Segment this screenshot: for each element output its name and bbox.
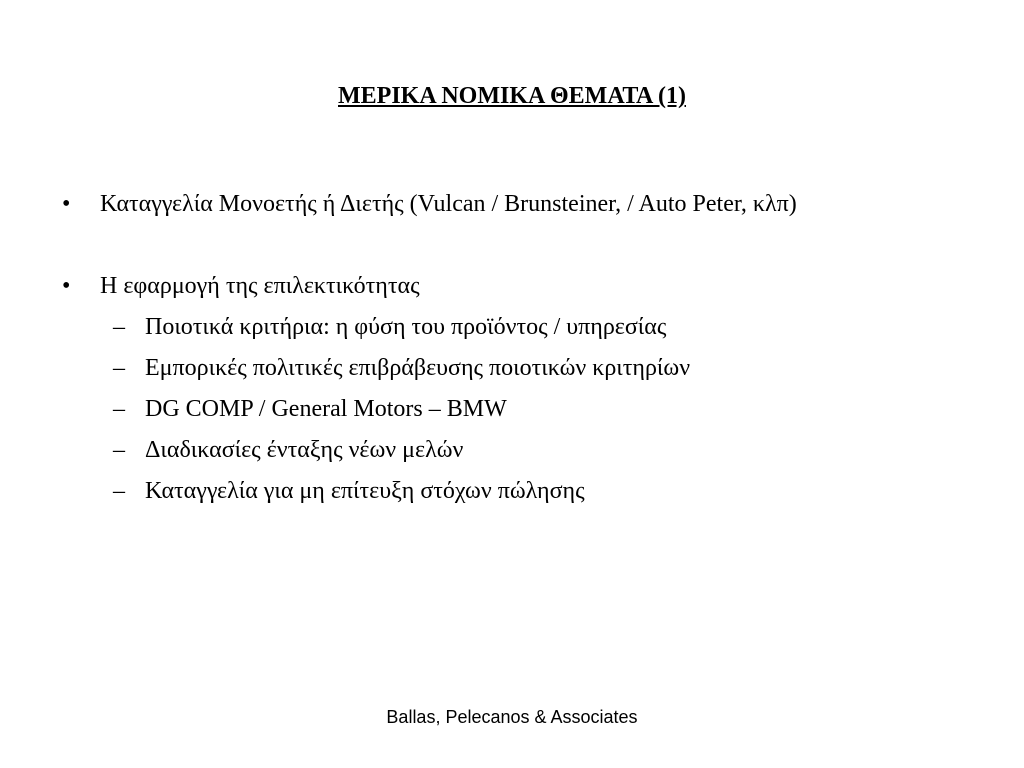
bullet-text: Καταγγελία Μονοετής ή Διετής (Vulcan / Brunsteiner, / Auto Peter, κλπ) bbox=[100, 191, 797, 217]
bullet-mark: • bbox=[62, 273, 71, 299]
slide-title: ΜΕΡΙΚΑ ΝΟΜΙΚΑ ΘΕΜΑΤΑ (1) bbox=[338, 83, 686, 109]
sub-item bbox=[113, 393, 507, 425]
bullet-mark: • bbox=[62, 191, 71, 217]
sub-item-text: Ποιοτικά κριτήρια: η φύση του προϊόντος / υπηρεσίας bbox=[145, 314, 667, 340]
bullet-text: Η εφαρμογή της επιλεκτικότητας bbox=[100, 273, 420, 299]
dash-mark: – bbox=[113, 314, 125, 340]
bullet-item-termination bbox=[62, 188, 797, 220]
sub-item-text: Διαδικασίες ένταξης νέων μελών bbox=[145, 437, 464, 463]
sub-item bbox=[113, 475, 585, 507]
dash-mark: – bbox=[113, 396, 125, 422]
dash-mark: – bbox=[113, 437, 125, 463]
dash-mark: – bbox=[113, 355, 125, 381]
sub-item-text: DG COMP / General Motors – BMW bbox=[145, 396, 507, 422]
sub-item bbox=[113, 311, 666, 343]
sub-item bbox=[113, 434, 463, 466]
slide-footer: Ballas, Pelecanos & Associates bbox=[386, 707, 638, 727]
sub-item-text: Εμπορικές πολιτικές επιβράβευσης ποιοτικών κριτηρίων bbox=[145, 355, 691, 381]
sub-item bbox=[113, 352, 690, 384]
sub-item-text: Καταγγελία για μη επίτευξη στόχων πώλησης bbox=[145, 478, 585, 504]
bullet-item-selectivity bbox=[62, 270, 420, 302]
dash-mark: – bbox=[113, 478, 125, 504]
